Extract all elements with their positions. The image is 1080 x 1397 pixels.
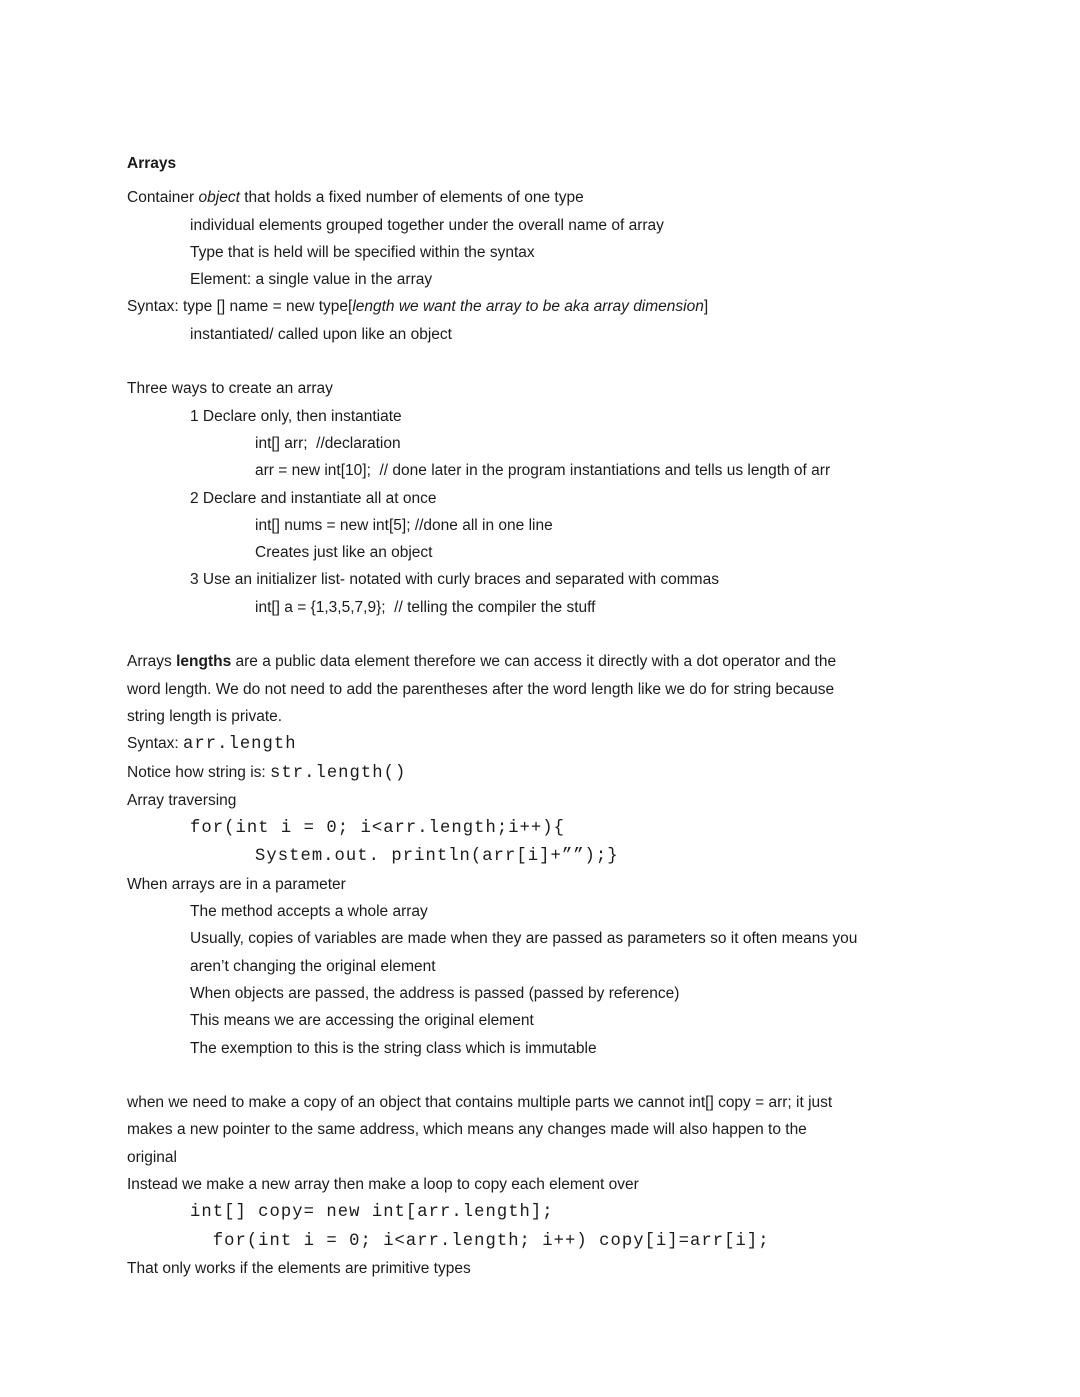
text-run: string length is private. (127, 707, 283, 725)
text-run: Instead we make a new array then make a loop to copy each element over (127, 1175, 639, 1193)
doc-line-5 (190, 266, 955, 293)
doc-line-40 (190, 1227, 955, 1255)
text-run: int[] arr; //declaration (255, 434, 401, 452)
doc-line-36 (127, 1116, 955, 1143)
doc-line-27 (127, 871, 955, 898)
doc-line-19 (127, 648, 955, 675)
doc-line-4 (190, 239, 955, 266)
doc-line-35 (127, 1089, 955, 1116)
text-run: makes a new pointer to the same address, which means any changes made will also happen to the (127, 1121, 807, 1139)
text-run: aren’t changing the original element (190, 957, 436, 975)
doc-line-16 (190, 566, 955, 593)
doc-line-6 (127, 293, 955, 320)
text-run: Container (127, 189, 199, 207)
text-run: arr = new int[10]; // done later in the program instantiations and tells us length of arr (255, 462, 831, 480)
text-run: original (127, 1148, 177, 1166)
doc-line-23 (127, 759, 955, 787)
text-run: 3 Use an initializer list- notated with curly braces and separated with commas (190, 571, 719, 589)
page-heading (127, 150, 955, 177)
text-run: When arrays are in a parameter (127, 875, 346, 893)
text-run: Three ways to create an array (127, 380, 333, 398)
doc-line-15 (255, 539, 955, 566)
text-run: Type that is held will be specified within the syntax (190, 243, 535, 261)
code-run: int[] copy= new int[arr.length]; (190, 1203, 554, 1223)
text-run: Array traversing (127, 791, 237, 809)
text-run: when we need to make a copy of an object that contains multiple parts we cannot int[] copy = arr; it just (127, 1094, 833, 1112)
blank-line (127, 348, 955, 375)
doc-line-3 (190, 212, 955, 239)
text-run: Usually, copies of variables are made when they are passed as parameters so it often means you (190, 930, 858, 948)
text-run: individual elements grouped together under the overall name of array (190, 216, 664, 234)
text-run: Arrays (127, 653, 177, 671)
text-run: int[] nums = new int[5]; //done all in one line (255, 516, 553, 534)
doc-line-25 (190, 814, 955, 842)
doc-line-33 (190, 1035, 955, 1062)
text-run: When objects are passed, the address is passed (passed by reference) (190, 984, 680, 1002)
text-run: int[] a = {1,3,5,7,9}; // telling the compiler the stuff (255, 598, 596, 616)
blank-line (127, 1062, 955, 1089)
text-run: 1 Declare only, then instantiate (190, 407, 402, 425)
text-run: word length. We do not need to add the parentheses after the word length like we do for string because (127, 680, 835, 698)
bold-run: Arrays (127, 155, 177, 172)
doc-line-7 (190, 321, 955, 348)
doc-line-20 (127, 676, 955, 703)
text-run: 2 Declare and instantiate all at once (190, 489, 437, 507)
doc-line-37 (127, 1144, 955, 1171)
bold-run: lengths (176, 653, 232, 671)
doc-line-22 (127, 730, 955, 758)
text-run: The method accepts a whole array (190, 903, 428, 921)
code-run: for(int i = 0; i<arr.length;i++){ (190, 819, 566, 839)
code-run: for(int i = 0; i<arr.length; i++) copy[i]=arr[i]; (190, 1231, 770, 1251)
doc-line-11 (255, 430, 955, 457)
blank-line (127, 621, 955, 648)
text-run: The exemption to this is the string class which is immutable (190, 1039, 597, 1057)
doc-line-17 (255, 594, 955, 621)
code-run: System.out. println(arr[i]+””);} (255, 847, 619, 867)
text-run: That only works if the elements are primitive types (127, 1259, 471, 1277)
text-run: Syntax: (127, 735, 183, 753)
doc-line-38 (127, 1171, 955, 1198)
doc-line-14 (255, 512, 955, 539)
text-run: Element: a single value in the array (190, 271, 433, 289)
text-run: that holds a fixed number of elements of one type (239, 189, 584, 207)
doc-line-21 (127, 703, 955, 730)
text-run: instantiated/ called upon like an object (190, 325, 452, 343)
doc-line-28 (190, 898, 955, 925)
doc-line-26 (255, 842, 955, 870)
doc-line-2 (127, 184, 955, 211)
doc-line-30 (190, 953, 955, 980)
code-run: str.length() (270, 763, 407, 783)
text-run: Notice how string is: (127, 763, 270, 781)
doc-line-24 (127, 787, 955, 814)
text-run: Creates just like an object (255, 544, 433, 562)
doc-line-31 (190, 980, 955, 1007)
text-run: Syntax: type [] name = new type[ (127, 298, 353, 316)
doc-line-13 (190, 485, 955, 512)
doc-line-29 (190, 925, 955, 952)
doc-line-39 (190, 1198, 955, 1226)
italic-run: object (198, 189, 240, 207)
text-run: This means we are accessing the original element (190, 1012, 534, 1030)
code-run: arr.length (183, 735, 297, 755)
doc-line-12 (255, 457, 955, 484)
doc-line-10 (190, 403, 955, 430)
doc-line-41 (127, 1255, 955, 1282)
text-run: ] (703, 298, 709, 316)
italic-run: length we want the array to be aka array dimension (352, 298, 704, 316)
doc-line-9 (127, 375, 955, 402)
text-run: are a public data element therefore we can access it directly with a dot operator and the (231, 653, 837, 671)
doc-line-32 (190, 1007, 955, 1034)
